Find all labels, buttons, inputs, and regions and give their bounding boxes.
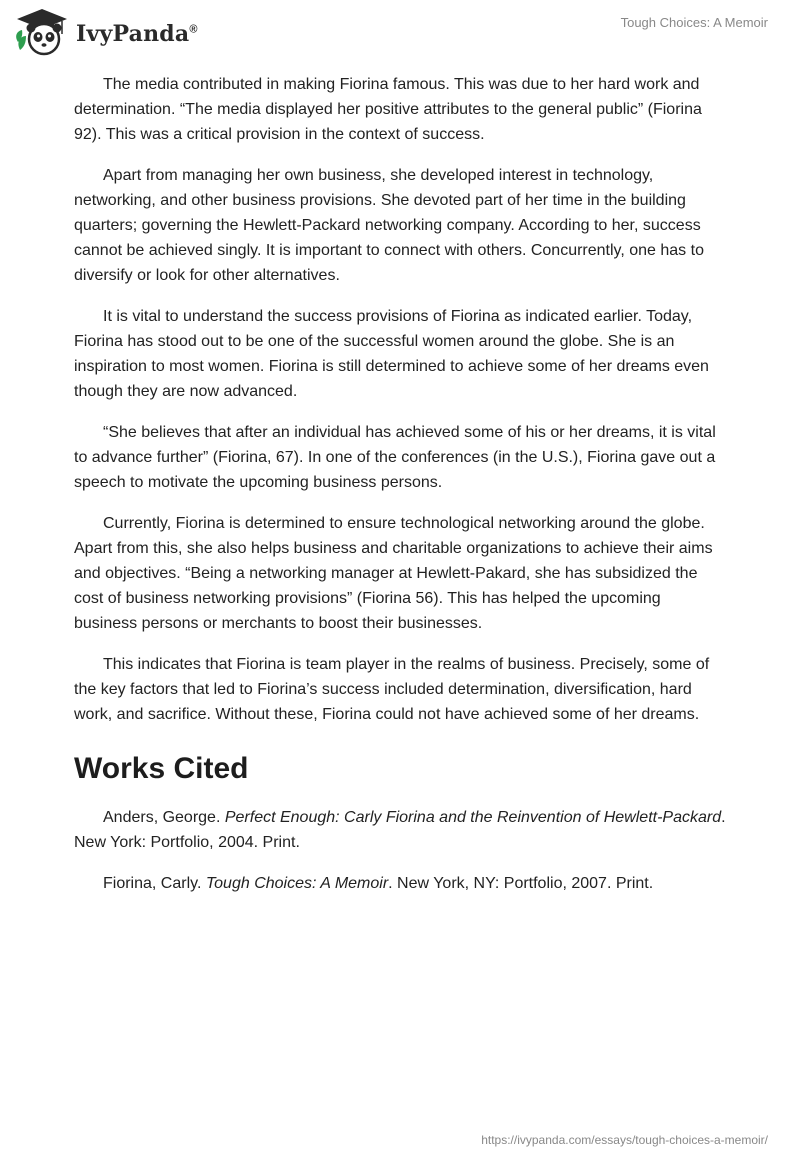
- citation-details: . New York, NY: Portfolio, 2007. Print.: [388, 875, 654, 892]
- brand-name[interactable]: IvyPanda®: [76, 21, 198, 47]
- citation-author: Fiorina, Carly.: [103, 875, 206, 892]
- paragraph: The media contributed in making Fiorina famous. This was due to her hard work and determination. “The media displayed her positive attributes to the general public” (Fiorina 92). This was a critical provision in the context of success.: [74, 76, 702, 143]
- document-title: Tough Choices: A Memoir: [620, 15, 768, 30]
- registered-mark: ®: [189, 23, 198, 36]
- citation-title: Perfect Enough: Carly Fiorina and the Reinvention of Hewlett-Packard: [224, 809, 722, 826]
- essay-body: [74, 72, 726, 912]
- paragraph: This indicates that Fiorina is team player in the realms of business. Precisely, some of the key factors that led to Fiorina’s success included determination, diversification, hard work, and sacrifice. Without these, Fiorina could not have achieved some of her dreams.: [74, 656, 710, 723]
- paragraph: Currently, Fiorina is determined to ensure technological networking around the globe. Apart from this, she also helps business and charitable organizations to achieve their aims and objectives. “Being a networking manager at Hewlett-Pakard, she has subsidized the cost of business networking provisions” (Fiorina 56). This has helped the upcoming business persons or merchants to boost their businesses.: [74, 515, 713, 632]
- citation-title: Tough Choices: A Memoir: [205, 875, 389, 892]
- works-cited-heading: Works Cited: [74, 752, 249, 785]
- citation-author: Anders, George.: [103, 809, 225, 826]
- paragraph: “She believes that after an individual has achieved some of his or her dreams, it is vital to advance further” (Fiorina, 67). In one of the conferences (in the U.S.), Fiorina gave out a speech to motivate the upcoming business persons.: [74, 424, 716, 491]
- citation-entry: [74, 871, 726, 896]
- citation-entry: [74, 805, 726, 855]
- paragraph: Apart from managing her own business, she developed interest in technology, networking, and other business provisions. She devoted part of her time in the building quarters; governing the Hewlett-Packard networking company. According to her, success cannot be achieved singly. It is important to connect with others. Concurrently, one has to diversify or look for other alternatives.: [74, 167, 704, 284]
- citation-details: . New York: Portfolio, 2004. Print.: [74, 809, 726, 851]
- paragraph: It is vital to understand the success provisions of Fiorina as indicated earlier. Today, Fiorina has stood out to be one of the successful women around the globe. She is an inspiration to most women. Fiorina is still determined to achieve some of her dreams even though they are now advanced.: [74, 308, 709, 400]
- panda-logo-icon[interactable]: [14, 6, 70, 58]
- site-header: [14, 6, 198, 58]
- source-url[interactable]: https://ivypanda.com/essays/tough-choices-a-memoir/: [481, 1133, 768, 1147]
